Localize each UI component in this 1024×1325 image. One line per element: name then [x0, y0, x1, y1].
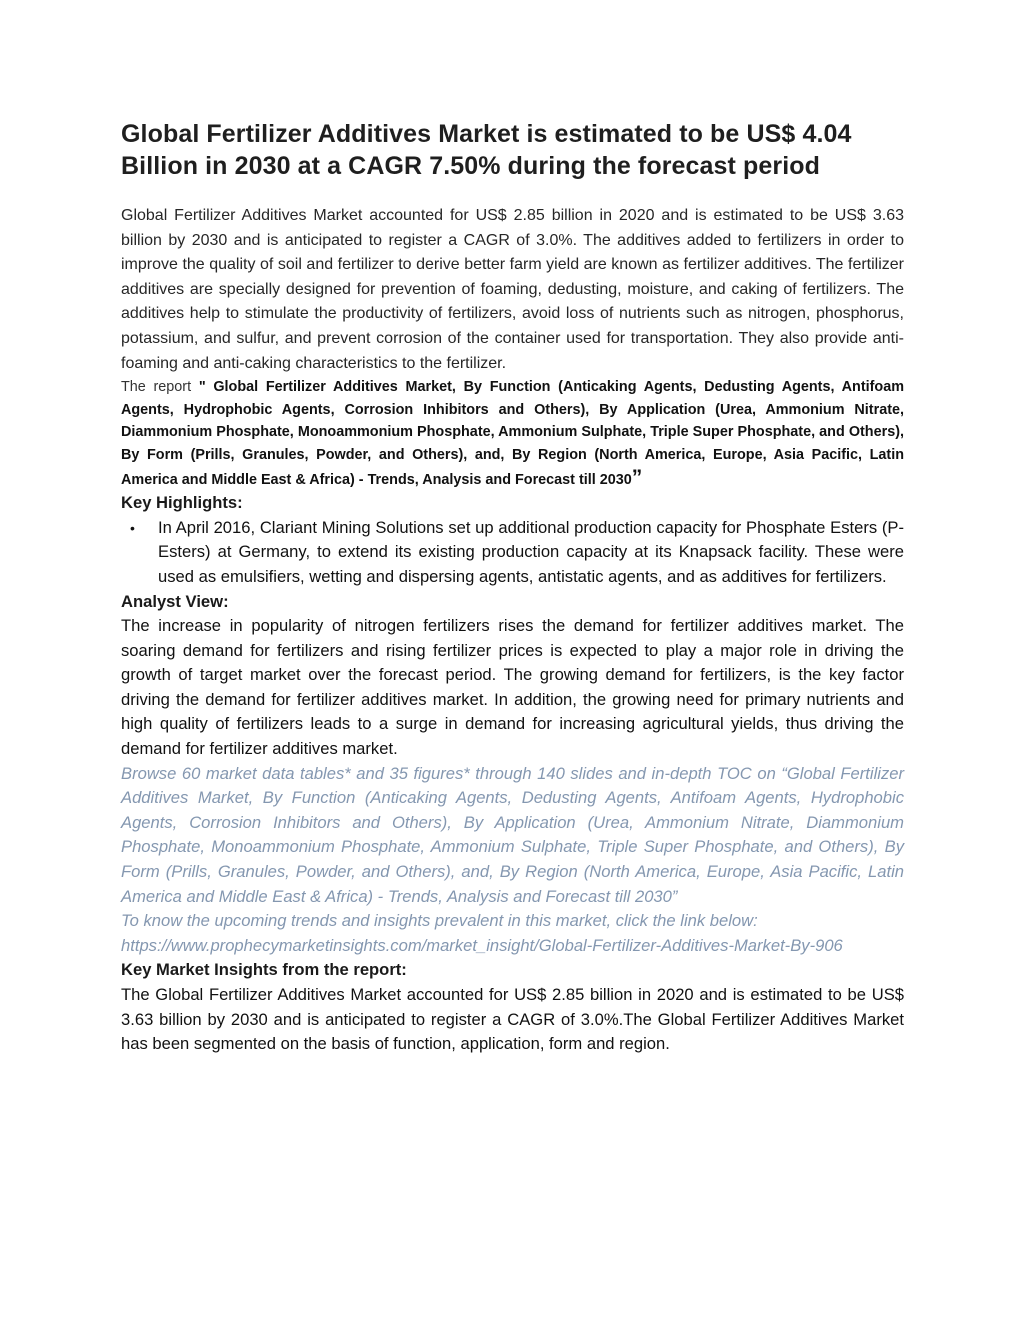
analyst-view-heading: Analyst View: [121, 591, 229, 611]
report-title: " Global Fertilizer Additives Market, By Function (Anticaking Agents, Dedusting Agents, Antifoam Agents, Hydrophobic Agents, Corrosion Inhibitors and Others), By Application (Urea, Ammonium Nitrate, Diammonium Phosphate, Monoammonium Phosphate, Ammonium Sulphate, Triple Super Phosphate, and Others), By Form (Prills, Granules, Powder, and Others), and, By Region (North America, Europe, Asia Pacific, Latin America and Middle East & Africa) - Trends, Analysis and Forecast till 2030 [121, 379, 905, 488]
report-link[interactable]: https://www.prophecymarketinsights.com/market_insight/Global-Fertilizer-Additives-Market-By-906 [121, 935, 843, 955]
key-highlights-list [121, 516, 904, 590]
report-close-quote: ” [631, 465, 643, 489]
report-paragraph [121, 376, 904, 491]
report-lead: The report [121, 379, 199, 396]
analyst-view-paragraph: The increase in popularity of nitrogen fertilizers rises the demand for fertilizer additives market. The soaring demand for fertilizers and rising fertilizer prices is expected to play a major role in driving the growth of target market over the forecast period. The growing demand for fertilizers, is the key factor driving the demand for fertilizer additives market. In addition, the growing need for primary nutrients and high quality of fertilizers leads to a surge in demand for increasing agricultural yields, thus driving the demand for fertilizer additives market. [121, 616, 904, 759]
list-item [121, 516, 904, 590]
document-title: Global Fertilizer Additives Market is estimated to be US$ 4.04 Billion in 2030 at a CAGR 7.50% during the forecast period [121, 120, 852, 180]
key-insights-paragraph: The Global Fertilizer Additives Market accounted for US$ 2.85 billion in 2020 and is estimated to be US$ 3.63 billion by 2030 and is anticipated to register a CAGR of 3.0%.The Global Fertilizer Additives Market has been segmented on the basis of function, application, form and region. [121, 985, 904, 1054]
document-page [121, 118, 904, 1057]
key-insights-heading: Key Market Insights from the report: [121, 960, 407, 980]
key-highlights-heading: Key Highlights: [121, 493, 243, 513]
bullet-icon: • [130, 519, 135, 536]
intro-paragraph: Global Fertilizer Additives Market accounted for US$ 2.85 billion in 2020 and is estimated to be US$ 3.63 billion by 2030 and is anticipated to register a CAGR of 3.0%. The additives added to fertilizers in order to improve the quality of soil and fertilizer to derive better farm yield are known as fertilizer additives. The fertilizer additives are specially designed for prevention of foaming, dedusting, moisture, and caking of fertilizers. The additives help to stimulate the productivity of fertilizers, avoid loss of nutrients such as nitrogen, phosphorus, potassium, and sulfur, and prevent corrosion of the container used for transportation. They also provide anti-foaming and anti-caking characteristics to the fertilizer. [121, 207, 904, 372]
toc-paragraph: Browse 60 market data tables* and 35 figures* through 140 slides and in-depth TOC on “Global Fertilizer Additives Market, By Function (Anticaking Agents, Dedusting Agents, Antifoam Agents, Hydrophobic Agents, Corrosion Inhibitors and Others), By Application (Urea, Ammonium Nitrate, Diammonium Phosphate, Monoammonium Phosphate, Ammonium Sulphate, Triple Super Phosphate, and Others), By Form (Prills, Granules, Powder, and Others), and, By Region (North America, Europe, Asia Pacific, Latin America and Middle East & Africa) - Trends, Analysis and Forecast till 2030” [121, 763, 904, 906]
list-item-text: In April 2016, Clariant Mining Solutions set up additional production capacity for Phosphate Esters (P-Esters) at Germany, to extend its existing production capacity at its Knapsack facility. These were used as emulsifiers, wetting and dispersing agents, antistatic agents, and as additives for fertilizers. [158, 517, 904, 586]
trends-prompt: To know the upcoming trends and insights prevalent in this market, click the link below: [121, 911, 758, 931]
